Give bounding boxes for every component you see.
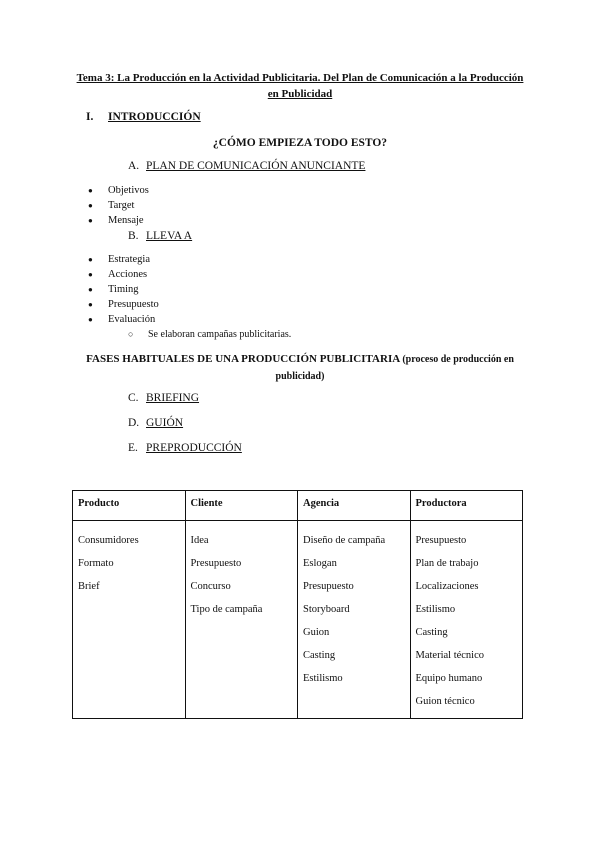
bullet-icon: ● [88,255,93,265]
hollow-bullet-icon: ○ [128,329,134,339]
item-letter: E. [128,442,138,454]
item-d-heading [128,417,183,429]
item-letter: C. [128,392,139,404]
item-title: PLAN DE COMUNICACIÓN ANUNCIANTE [146,160,366,172]
table-cell: Formato [78,558,114,569]
item-b-heading [128,230,192,242]
table-cell: Tipo de campaña [190,604,263,615]
fases-heading [70,351,530,385]
item-title: GUIÓN [146,417,184,429]
table-cell: Storyboard [303,604,350,615]
column-agencia [298,521,411,719]
item-letter: A. [128,160,140,172]
fases-main: FASES HABITUALES DE UNA PRODUCCIÓN PUBLICITARIA [86,353,400,365]
table-cell: Guion [303,627,330,638]
table-cell: Guion técnico [415,696,475,707]
table-cell: Concurso [190,581,231,592]
list-item: ● Evaluación [88,314,156,325]
table-cell: Consumidores [78,535,139,546]
item-letter: B. [128,230,139,242]
list-item: ● Target [88,200,135,211]
column-producto [73,521,186,719]
section-number: I. [86,111,94,123]
list-item: ● Presupuesto [88,299,159,310]
question-heading: ¿CÓMO EMPIEZA TODO ESTO? [212,137,388,149]
section-title: INTRODUCCIÓN [108,111,201,123]
item-letter: D. [128,417,140,429]
list-item: ● Timing [88,284,139,295]
table-cell: Presupuesto [303,581,354,592]
fases-paren: (proceso de producción en publicidad) [275,354,514,382]
list-item: ● Estrategia [88,254,150,265]
table-cell: Idea [190,535,209,546]
item-e-heading [128,442,242,454]
sub-list-item: ○ Se elaboran campañas publicitarias. [128,329,292,340]
table-cell: Material técnico [415,650,485,661]
item-title: BRIEFING [146,392,200,404]
column-cliente [185,521,298,719]
table-cell: Equipo humano [415,673,483,684]
header-productora: Productora [410,491,523,521]
bullet-icon: ● [88,315,93,325]
bullet-icon: ● [88,216,93,226]
table-cell: Diseño de campaña [303,535,386,546]
header-agencia: Agencia [298,491,411,521]
item-title: LLEVA A [146,230,193,242]
table-cell: Casting [303,650,336,661]
table-cell: Estilismo [303,673,343,684]
column-productora [410,521,523,719]
bullet-icon: ● [88,285,93,295]
item-a-heading [128,160,365,172]
bullet-icon: ● [88,270,93,280]
bullet-icon: ● [88,300,93,310]
table-cell: Localizaciones [415,581,479,592]
list-item: ● Objetivos [88,185,149,196]
bullet-icon: ● [88,186,93,196]
table-cell: Eslogan [303,558,337,569]
item-title: PREPRODUCCIÓN [146,442,242,454]
item-c-heading [128,392,199,404]
table-row [73,521,523,719]
table-header-row [73,491,523,521]
list-item: ● Acciones [88,269,148,280]
document-title: Tema 3: La Producción en la Actividad Publicitaria. Del Plan de Comunicación a la Producción en Publicidad [76,72,524,100]
table-cell: Casting [415,627,448,638]
table-cell: Presupuesto [415,535,467,546]
list-item: ● Mensaje [88,215,144,226]
table-cell: Brief [78,581,100,592]
preproduction-table [72,490,523,719]
section-introduccion-heading [86,111,201,123]
table-cell: Plan de trabajo [415,558,479,569]
header-cliente: Cliente [185,491,298,521]
header-producto: Producto [73,491,186,521]
table-cell: Presupuesto [190,558,242,569]
table-cell: Estilismo [415,604,456,615]
bullet-icon: ● [88,201,93,211]
